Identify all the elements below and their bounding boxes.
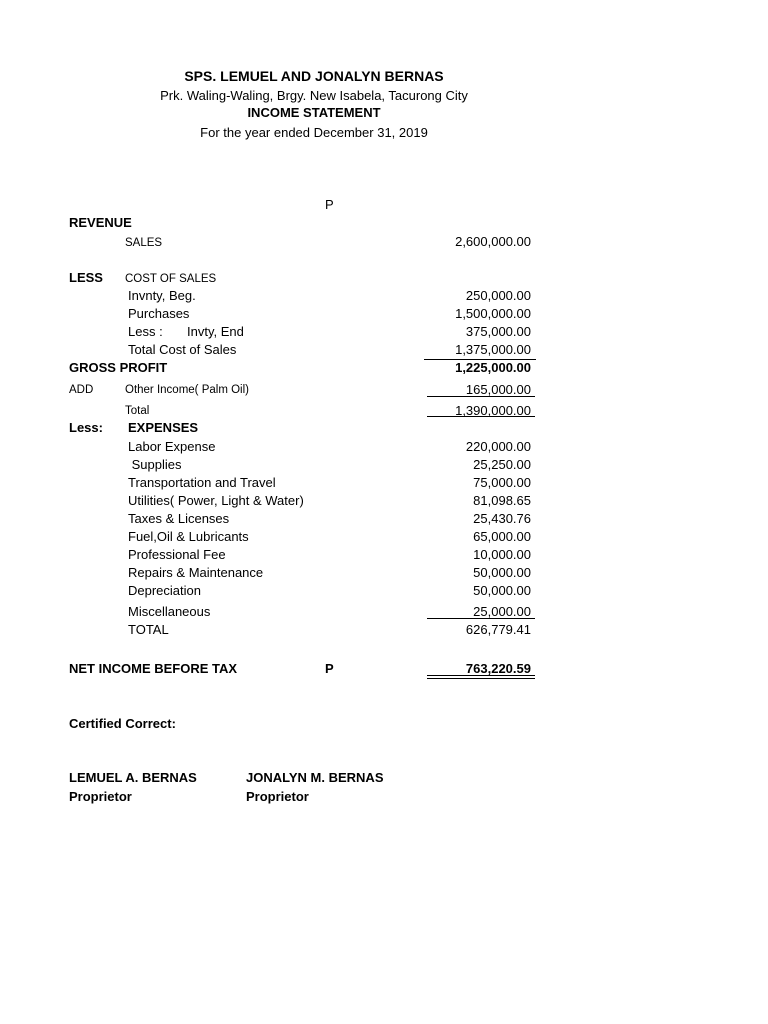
other-income-label: Other Income( Palm Oil) bbox=[125, 384, 249, 396]
gross-profit-value: 1,225,000.00 bbox=[455, 360, 531, 375]
expense-value: 25,250.00 bbox=[473, 457, 531, 472]
signer-1-name: LEMUEL A. BERNAS bbox=[69, 770, 197, 785]
gross-profit-label: GROSS PROFIT bbox=[69, 360, 168, 375]
inventory-beginning-value: 250,000.00 bbox=[465, 288, 531, 303]
total-cost-of-sales-label: Total Cost of Sales bbox=[128, 342, 237, 357]
statement-title: INCOME STATEMENT bbox=[247, 105, 381, 120]
other-income-rule bbox=[427, 396, 535, 397]
sales-value: 2,600,000.00 bbox=[455, 234, 531, 249]
total-label: Total bbox=[125, 405, 150, 417]
less-label: LESS bbox=[69, 270, 103, 285]
expense-label: Transportation and Travel bbox=[128, 475, 276, 490]
total-value: 1,390,000.00 bbox=[455, 403, 531, 418]
total-cost-of-sales-value: 1,375,000.00 bbox=[455, 342, 531, 357]
expense-value: 50,000.00 bbox=[473, 583, 531, 598]
purchases-value: 1,500,000.00 bbox=[455, 306, 531, 321]
expense-label: Professional Fee bbox=[128, 547, 226, 562]
company-name: SPS. LEMUEL AND JONALYN BERNAS bbox=[184, 68, 444, 84]
expense-label: Miscellaneous bbox=[128, 604, 211, 619]
cost-of-sales-heading: COST OF SALES bbox=[125, 273, 217, 285]
expense-value: 10,000.00 bbox=[473, 547, 531, 562]
expense-value: 25,430.76 bbox=[473, 511, 531, 526]
expense-label: Depreciation bbox=[128, 583, 201, 598]
revenue-heading: REVENUE bbox=[69, 215, 132, 230]
expense-label: Taxes & Licenses bbox=[128, 511, 230, 526]
statement-period: For the year ended December 31, 2019 bbox=[200, 125, 428, 140]
expenses-rule bbox=[427, 618, 535, 619]
inventory-beginning-label: Invnty, Beg. bbox=[128, 288, 196, 303]
currency-symbol: P bbox=[325, 197, 334, 212]
add-label: ADD bbox=[69, 384, 94, 396]
expenses-less-label: Less: bbox=[69, 420, 103, 435]
expense-value: 81,098.65 bbox=[473, 493, 531, 508]
expense-label: Utilities( Power, Light & Water) bbox=[128, 493, 304, 508]
expenses-total-label: TOTAL bbox=[128, 622, 169, 637]
purchases-label: Purchases bbox=[128, 306, 190, 321]
company-address: Prk. Waling-Waling, Brgy. New Isabela, Tacurong City bbox=[160, 88, 468, 103]
net-income-label: NET INCOME BEFORE TAX bbox=[69, 661, 238, 676]
expense-value: 75,000.00 bbox=[473, 475, 531, 490]
expense-value: 25,000.00 bbox=[473, 604, 531, 619]
signer-2-title: Proprietor bbox=[246, 789, 309, 804]
inventory-end-label: Invty, End bbox=[187, 324, 244, 339]
signer-1-title: Proprietor bbox=[69, 789, 132, 804]
expense-value: 220,000.00 bbox=[465, 439, 531, 454]
net-income-rule-top bbox=[427, 675, 535, 676]
net-income-rule-bottom bbox=[427, 678, 535, 679]
signer-2-name: JONALYN M. BERNAS bbox=[246, 770, 384, 785]
inventory-end-value: 375,000.00 bbox=[465, 324, 531, 339]
expense-label: Repairs & Maintenance bbox=[128, 565, 264, 580]
other-income-value: 165,000.00 bbox=[465, 382, 531, 397]
expense-value: 50,000.00 bbox=[473, 565, 531, 580]
sales-label: SALES bbox=[125, 237, 163, 249]
total-rule bbox=[427, 416, 535, 417]
expense-value: 65,000.00 bbox=[473, 529, 531, 544]
expense-label: Fuel,Oil & Lubricants bbox=[128, 529, 249, 544]
net-income-value: 763,220.59 bbox=[465, 661, 531, 676]
expenses-total-value: 626,779.41 bbox=[465, 622, 531, 637]
expense-label: Labor Expense bbox=[128, 439, 216, 454]
net-income-currency: P bbox=[325, 661, 334, 676]
less-prefix: Less : bbox=[128, 324, 163, 339]
certification-label: Certified Correct: bbox=[69, 716, 176, 731]
expenses-heading: EXPENSES bbox=[128, 420, 199, 435]
expense-label: Supplies bbox=[128, 457, 182, 472]
